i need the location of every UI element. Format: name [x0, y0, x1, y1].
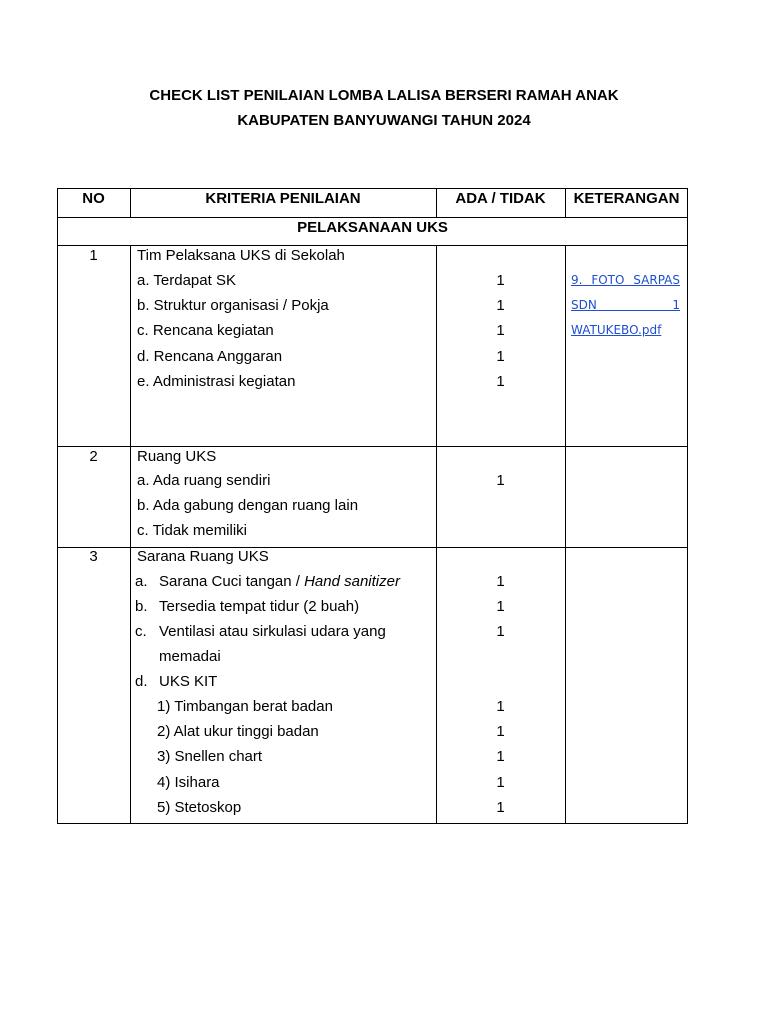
criteria-marker: b. [135, 598, 148, 615]
criteria-item: Tersedia tempat tidur (2 buah) [159, 598, 360, 615]
document-subtitle: KABUPATEN BANYUWANGI TAHUN 2024 [237, 112, 531, 129]
header-no: NO [82, 190, 105, 207]
criteria-subitem: 5) Stetoskop [157, 799, 242, 816]
group-number: 3 [89, 548, 98, 565]
criteria-value: 1 [496, 774, 505, 791]
criteria-item: b. Struktur organisasi / Pokja [137, 297, 329, 314]
document-title: CHECK LIST PENILAIAN LOMBA LALISA BERSERI RAMAH ANAK [149, 87, 619, 104]
criteria-value: 1 [496, 698, 505, 715]
criteria-value: 1 [496, 799, 505, 816]
table-border [130, 245, 131, 824]
keterangan-link-line: WATUKEBO.pdf [571, 323, 662, 337]
criteria-value: 1 [496, 623, 505, 640]
criteria-subitem: 3) Snellen chart [157, 748, 263, 765]
table-border [57, 245, 688, 246]
header-ada-tidak: ADA / TIDAK [455, 190, 546, 207]
criteria-item: c. Rencana kegiatan [137, 322, 274, 339]
criteria-item-italic: Hand sanitizer [304, 573, 400, 590]
criteria-subitem: 1) Timbangan berat badan [157, 698, 333, 715]
header-keterangan: KETERANGAN [573, 190, 680, 207]
criteria-item: Ventilasi atau sirkulasi udara yang [159, 623, 386, 640]
criteria-value: 1 [496, 348, 505, 365]
section-title: PELAKSANAAN UKS [297, 219, 448, 236]
checklist-table [57, 188, 688, 824]
table-border [57, 188, 58, 824]
criteria-item: b. Ada gabung dengan ruang lain [137, 497, 359, 514]
table-border [57, 217, 688, 218]
table-border [565, 245, 566, 824]
keterangan-link[interactable] [571, 273, 680, 337]
criteria-item: UKS KIT [159, 673, 218, 690]
criteria-value: 1 [496, 322, 505, 339]
keterangan-link-line: SDN 1 [571, 298, 680, 312]
table-border [57, 446, 688, 447]
criteria-marker: c. [135, 623, 147, 640]
criteria-subitem: 2) Alat ukur tinggi badan [157, 723, 319, 740]
criteria-item: d. Rencana Anggaran [137, 348, 283, 365]
criteria-item: a. Ada ruang sendiri [137, 472, 271, 489]
criteria-value: 1 [496, 723, 505, 740]
group-number: 1 [89, 247, 98, 264]
criteria-subitem: 4) Isihara [157, 774, 220, 791]
criteria-item [159, 573, 400, 591]
criteria-value: 1 [496, 573, 505, 590]
group-title: Sarana Ruang UKS [137, 548, 269, 565]
criteria-value: 1 [496, 297, 505, 314]
criteria-item: a. Terdapat SK [137, 272, 236, 289]
criteria-marker: d. [135, 673, 148, 690]
criteria-item: c. Tidak memiliki [137, 522, 248, 539]
criteria-item-text: Sarana Cuci tangan / [159, 573, 305, 590]
criteria-item-continued: memadai [159, 648, 221, 665]
criteria-item: e. Administrasi kegiatan [137, 373, 296, 390]
table-border [687, 188, 688, 824]
criteria-value: 1 [496, 472, 505, 489]
group-title: Tim Pelaksana UKS di Sekolah [137, 247, 345, 264]
header-kriteria: KRITERIA PENILAIAN [205, 190, 361, 207]
keterangan-link-line: 9. FOTO SARPAS [571, 273, 680, 287]
criteria-value: 1 [496, 272, 505, 289]
table-border [57, 823, 688, 824]
criteria-marker: a. [135, 573, 148, 590]
criteria-value: 1 [496, 748, 505, 765]
table-border [57, 188, 688, 189]
criteria-value: 1 [496, 373, 505, 390]
group-title: Ruang UKS [137, 448, 217, 465]
criteria-value: 1 [496, 598, 505, 615]
group-number: 2 [89, 448, 98, 465]
